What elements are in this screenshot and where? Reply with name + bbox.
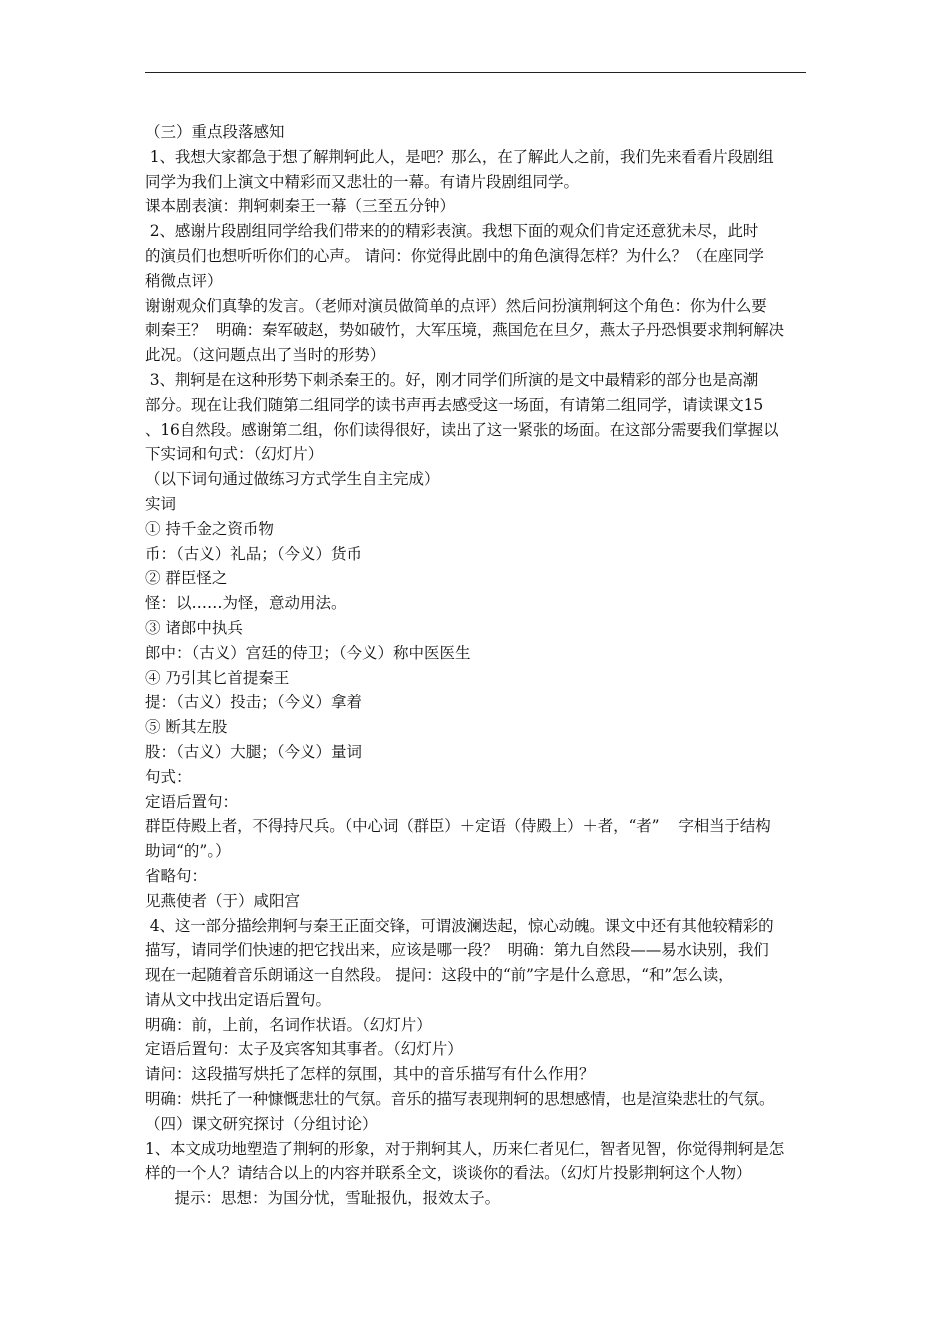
text-line: 同学为我们上演文中精彩而又悲壮的一幕。有请片段剧组同学。 — [145, 172, 580, 191]
text-line: 描写，请同学们快速的把它找出来，应该是哪一段？ 明确：第九自然段——易水诀别，我们 — [145, 941, 769, 960]
list-item: ② 群臣怪之 — [145, 569, 228, 588]
text-line: 课本剧表演：荆轲刺秦王一幕（三至五分钟） — [145, 197, 456, 216]
text-line: 稍微点评） — [145, 271, 223, 290]
subheading: 句式： — [145, 767, 192, 786]
subheading: 实词 — [145, 494, 177, 513]
text-line: 明确：前，上前，名词作状语。（幻灯片） — [145, 1015, 432, 1034]
text-line: 1、我想大家都急于想了解荆轲此人，是吧？那么，在了解此人之前，我们先来看看片段剧组 — [145, 147, 774, 166]
text-line: 此况。（这问题点出了当时的形势） — [145, 346, 386, 365]
text-line: 的演员们也想听听你们的心声。 请问：你觉得此剧中的角色演得怎样？为什么？（在座同学 — [145, 246, 764, 265]
text-line: 定语后置句： — [145, 792, 239, 811]
text-line: 怪：以……为怪，意动用法。 — [145, 594, 347, 613]
text-line: 、16自然段。感谢第二组，你们读得很好，读出了这一紧张的场面。在这部分需要我们掌握以 — [145, 420, 779, 439]
text-line: 请问：这段描写烘托了怎样的氛围，其中的音乐描写有什么作用？ — [145, 1065, 595, 1084]
text-line: 股：（古义）大腿；（今义）量词 — [145, 742, 363, 761]
text-line: 省略句： — [145, 866, 208, 885]
text-line: 2、感谢片段剧组同学给我们带来的的精彩表演。我想下面的观众们肯定还意犹未尽，此时 — [145, 222, 759, 241]
text-line: 定语后置句：太子及宾客知其事者。（幻灯片） — [145, 1040, 463, 1059]
text-line: 助词“的”。） — [145, 842, 231, 861]
text-line: 币：（古义）礼品；（今义）货币 — [145, 544, 363, 563]
text-line: 刺秦王？ 明确：秦军破赵，势如破竹，大军压境，燕国危在旦夕，燕太子丹恐惧要求荆轲解决 — [145, 321, 784, 340]
text-line: 请从文中找出定语后置句。 — [145, 990, 332, 1009]
list-item: ⑤ 断其左股 — [145, 718, 228, 737]
text-line: 4、这一部分描绘荆轲与秦王正面交锋，可谓波澜迭起，惊心动魄。课文中还有其他较精彩的 — [145, 916, 774, 935]
section-heading: （三）重点段落感知 — [145, 123, 285, 141]
text-line: 谢谢观众们真挚的发言。（老师对演员做简单的点评）然后问扮演荆轲这个角色：你为什么要 — [145, 296, 767, 315]
text-line: 提：（古义）投击；（今义）拿着 — [145, 693, 363, 712]
text-line: 见燕使者（于）咸阳宫 — [145, 891, 301, 910]
text-line: 现在一起随着音乐朗诵这一自然段。 提问：这段中的“前”字是什么意思，“和”怎么读， — [145, 966, 734, 985]
text-line: 提示：思想：为国分忧，雪耻报仇，报效太子。 — [145, 1189, 501, 1208]
text-line: 3、荆轲是在这种形势下刺杀秦王的。好，刚才同学们所演的是文中最精彩的部分也是高潮 — [145, 370, 759, 389]
text-line: 样的一个人？请结合以上的内容并联系全文，谈谈你的看法。（幻灯片投影荆轲这个人物） — [145, 1164, 752, 1183]
document-body — [145, 120, 807, 1211]
section-heading: （四）课文研究探讨（分组讨论） — [145, 1114, 378, 1133]
text-line: 郎中：（古义）宫廷的侍卫；（今义）称中医医生 — [145, 643, 471, 662]
header-rule — [145, 72, 806, 73]
text-line: 部分。现在让我们随第二组同学的读书声再去感受这一场面，有请第二组同学，请读课文15 — [145, 395, 764, 414]
text-line: 下实词和句式：（幻灯片） — [145, 445, 324, 464]
list-item: ① 持千金之资币物 — [145, 519, 274, 538]
text-line: 明确：烘托了一种慷慨悲壮的气氛。音乐的描写表现荆轲的思想感情，也是渲染悲壮的气氛。 — [145, 1090, 775, 1109]
list-item: ④ 乃引其匕首提秦王 — [145, 668, 290, 687]
text-line: 1、本文成功地塑造了荆轲的形象，对于荆轲其人，历来仁者见仁，智者见智，你觉得荆轲是怎 — [145, 1139, 785, 1158]
list-item: ③ 诸郎中执兵 — [145, 618, 243, 637]
text-line: （以下词句通过做练习方式学生自主完成） — [145, 470, 440, 489]
text-line: 群臣侍殿上者，不得持尺兵。（中心词（群臣）＋定语（侍殿上）＋者，“者” 字相当于结构 — [145, 817, 771, 836]
